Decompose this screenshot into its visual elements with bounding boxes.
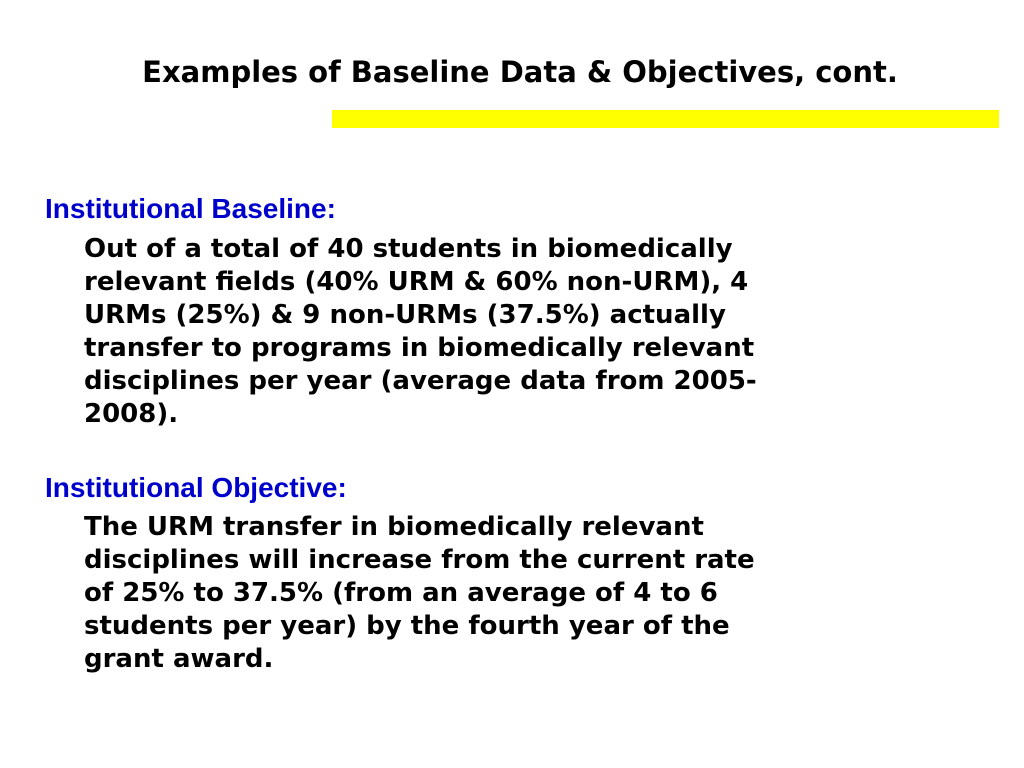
title-accent-bar bbox=[332, 110, 999, 128]
objective-body-line: disciplines will increase from the current rate bbox=[84, 545, 755, 575]
objective-body-line: The URM transfer in biomedically relevant bbox=[84, 512, 704, 542]
objective-body-line: of 25% to 37.5% (from an average of 4 to 6 bbox=[84, 578, 718, 608]
baseline-body-line: disciplines per year (average data from 2005- bbox=[84, 366, 757, 396]
baseline-heading: Institutional Baseline: bbox=[45, 193, 336, 224]
slide-title: Examples of Baseline Data & Objectives, cont. bbox=[142, 55, 898, 89]
objective-body-line: students per year) by the fourth year of the bbox=[84, 611, 730, 641]
objective-body-line: grant award. bbox=[84, 644, 274, 674]
baseline-body-line: Out of a total of 40 students in biomedically bbox=[84, 234, 733, 264]
objective-heading: Institutional Objective: bbox=[45, 472, 347, 503]
baseline-body-line: transfer to programs in biomedically relevant bbox=[84, 333, 755, 363]
baseline-body-line: relevant fields (40% URM & 60% non-URM), 4 bbox=[84, 267, 749, 297]
baseline-body bbox=[84, 233, 964, 431]
baseline-body-line: 2008). bbox=[84, 399, 179, 429]
objective-body bbox=[84, 511, 964, 676]
baseline-body-line: URMs (25%) & 9 non-URMs (37.5%) actually bbox=[84, 300, 726, 330]
